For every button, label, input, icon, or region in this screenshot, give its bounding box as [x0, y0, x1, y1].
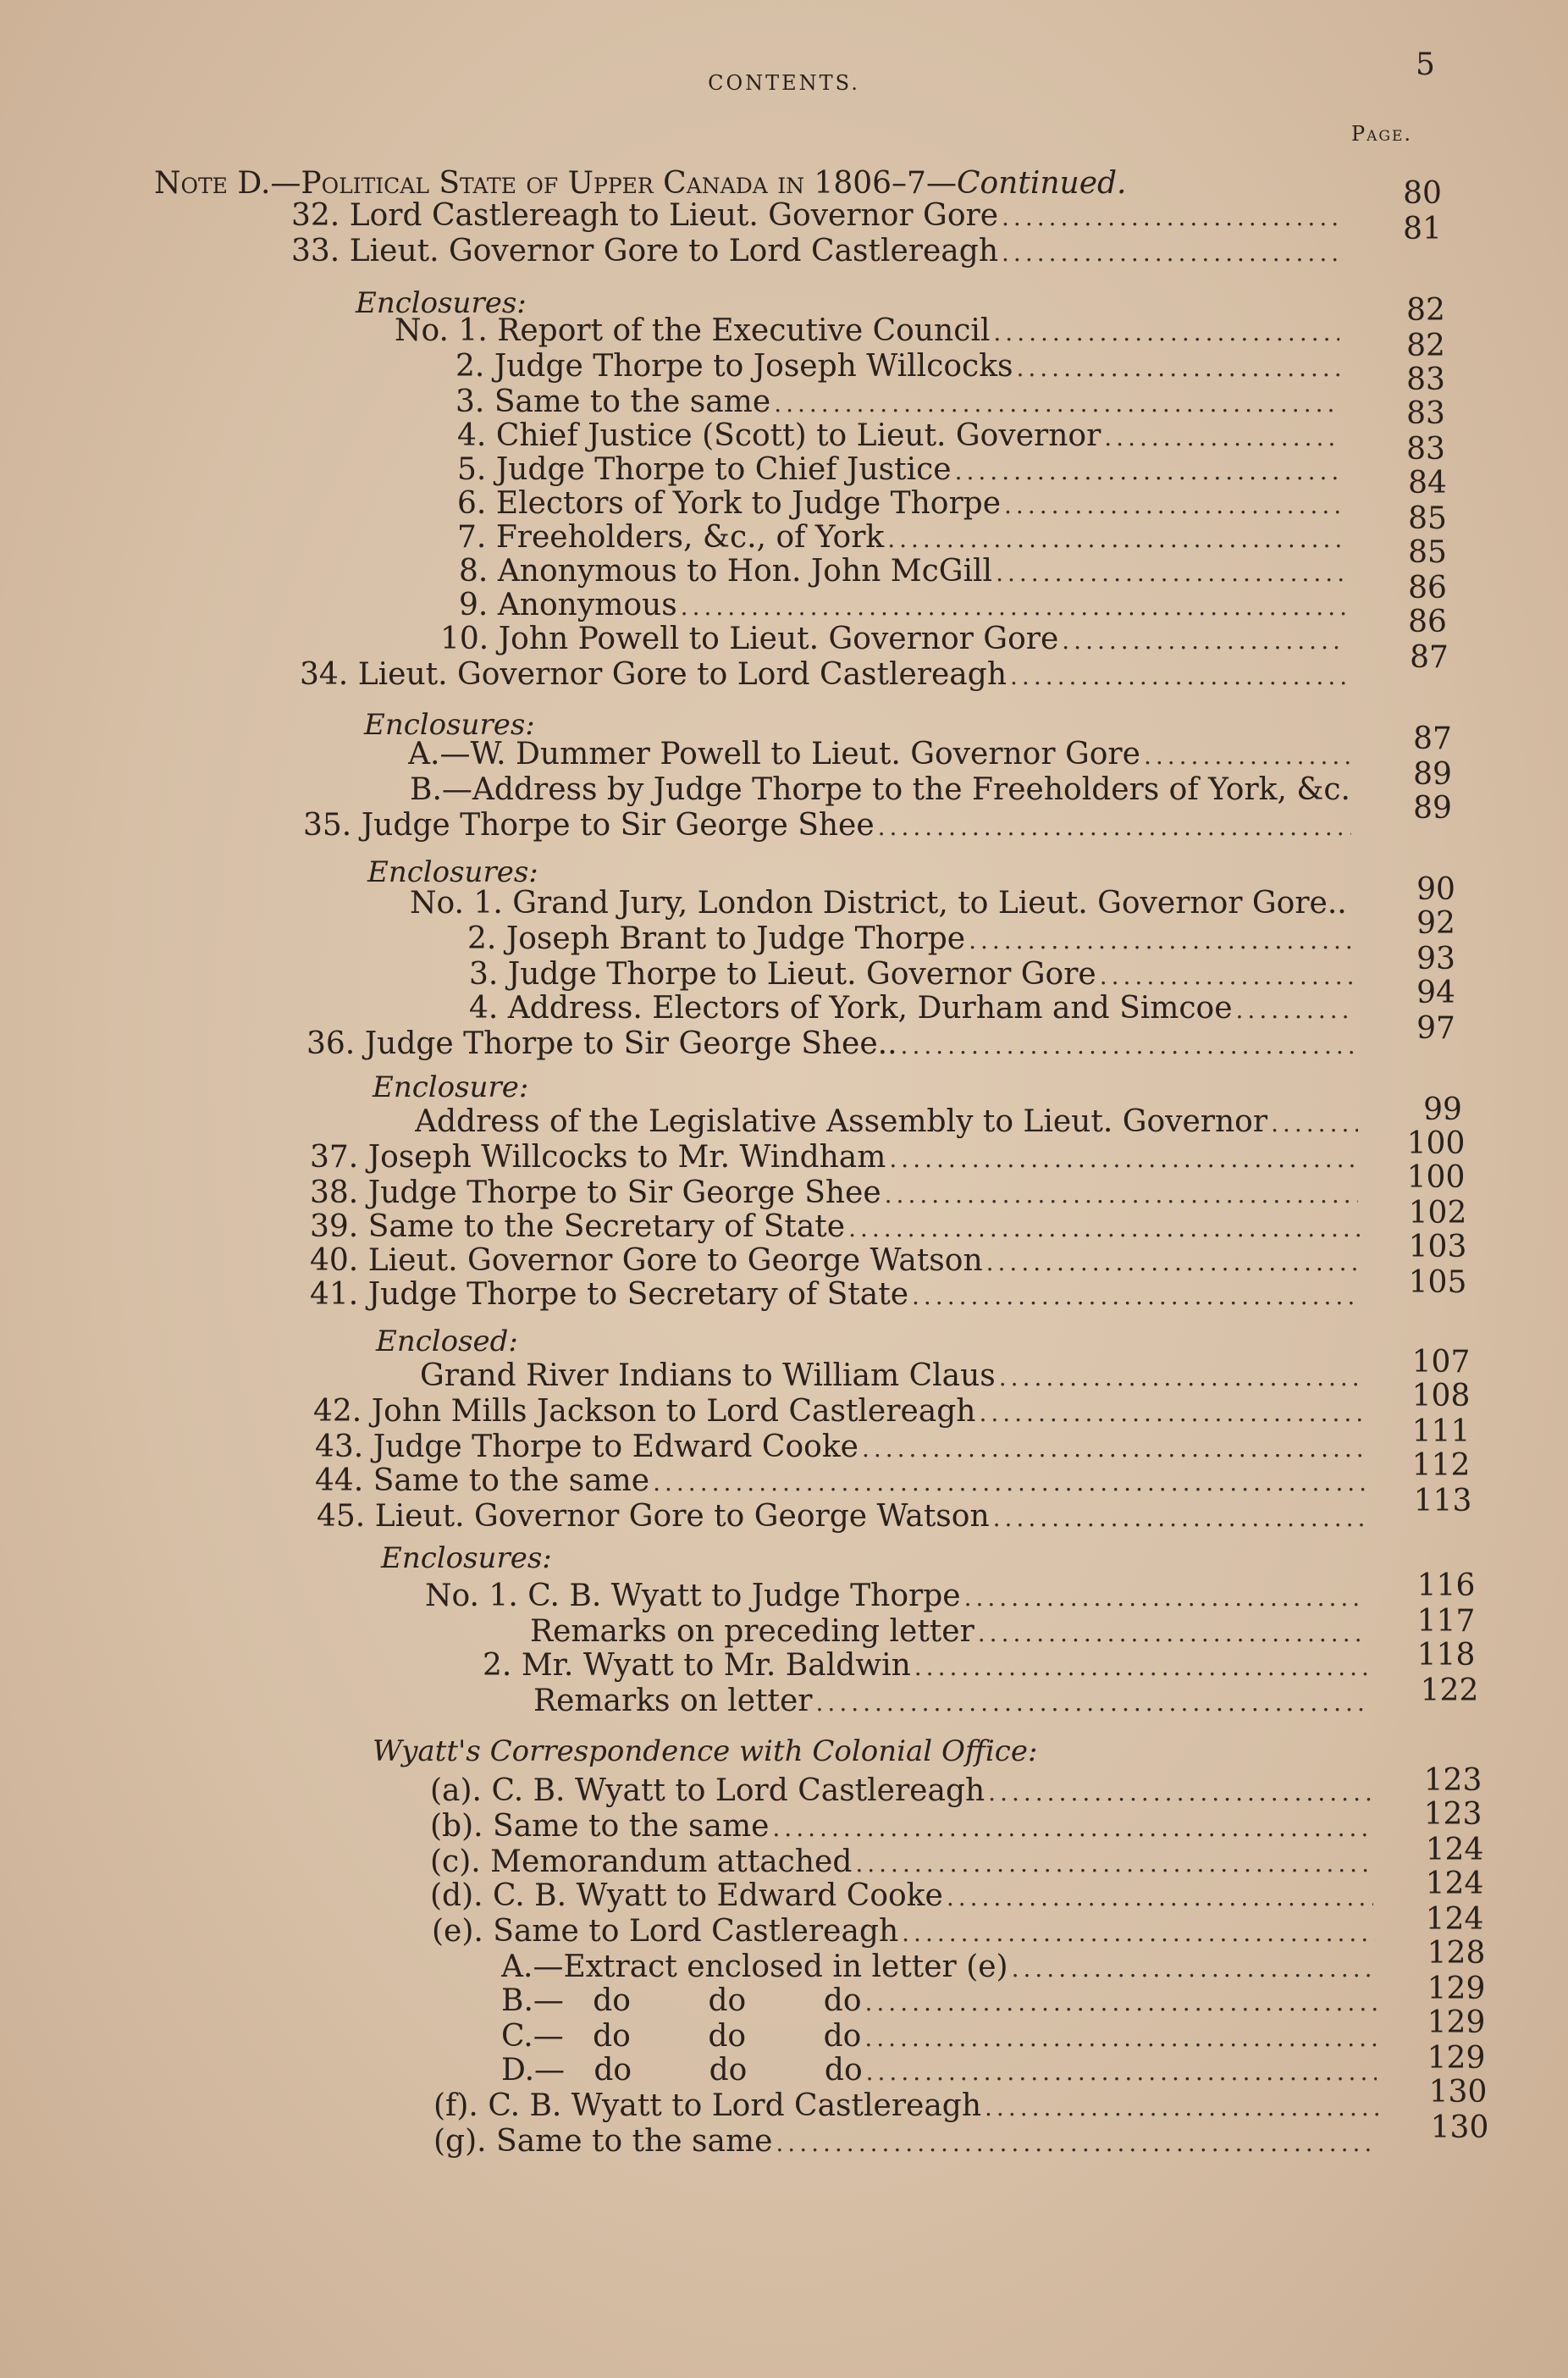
toc-entry [430, 1844, 1373, 1882]
page-ref: 85 [1408, 535, 1447, 570]
page-ref: 83 [1406, 396, 1445, 431]
entry-number: 32. [291, 198, 340, 233]
leader-dots [865, 1988, 1378, 2016]
toc-entry [306, 1026, 1355, 1064]
page-ref: 123 [1423, 1797, 1482, 1832]
leader-dots [653, 1468, 1365, 1496]
entry-number: (f). [433, 2088, 478, 2123]
entry-title: Same to the same [494, 384, 771, 419]
page-ref: 124 [1425, 1833, 1484, 1867]
page-ref: 128 [1427, 1936, 1486, 1971]
toc-entry [430, 1809, 1372, 1846]
heading-enclosed: Enclosed: [376, 1324, 518, 1358]
page-ref: 87 [1413, 722, 1452, 756]
toc-entry [420, 1358, 1361, 1396]
entry-title: Lieut. Governor Gore to Lord Castlereagh [357, 657, 1008, 692]
leader-dots [902, 1919, 1375, 1947]
leader-dots [878, 813, 1351, 841]
page-ref: 94 [1416, 976, 1455, 1010]
toc-entry [457, 486, 1343, 523]
page-ref: 84 [1408, 466, 1447, 500]
entry-number: 39. [310, 1209, 359, 1244]
leader-dots [993, 1504, 1366, 1532]
toc-entry [469, 991, 1355, 1028]
toc-entry [310, 1175, 1358, 1213]
entry-title: Joseph Willcocks to Mr. Windham [367, 1140, 886, 1175]
entry-number: 3. [469, 957, 499, 992]
page-ref: 93 [1416, 942, 1455, 976]
toc-entry [459, 588, 1346, 625]
entry-number: 10. [440, 622, 489, 656]
page-ref: 82 [1406, 293, 1445, 328]
page-ref: 97 [1416, 1011, 1455, 1046]
entry-number: 42. [313, 1394, 362, 1429]
toc-entry [457, 520, 1344, 557]
entry-title: Judge Thorpe to Sir George Shee.. [364, 1026, 897, 1061]
entry-title: Address by Judge Thorpe to the Freeholders of York, &c. [472, 772, 1350, 807]
toc-entry [410, 886, 1353, 923]
heading-enclosures: Enclosures: [364, 708, 535, 742]
entry-number: B.— [410, 772, 472, 807]
toc-entry [430, 1773, 1372, 1811]
entry-number: (a). [430, 1773, 482, 1808]
entry-number: 36. [306, 1026, 356, 1061]
leader-dots [993, 318, 1339, 346]
entry-number: 2. [455, 349, 485, 384]
toc-entry [291, 198, 1338, 235]
entry-title: Same to the same [496, 2124, 773, 2159]
entry-number: 5. [457, 452, 487, 487]
entry-number: 9. [459, 588, 489, 622]
leader-dots [969, 926, 1353, 954]
leader-dots [999, 1363, 1361, 1391]
page-ref: 85 [1408, 501, 1447, 536]
entry-title: Same to Lord Castlereagh [493, 1914, 899, 1949]
heading-enclosures: Enclosures: [356, 286, 527, 320]
entry-number: 41. [310, 1277, 359, 1312]
toc-entry [433, 2124, 1378, 2161]
toc-entry [457, 418, 1341, 456]
toc-entry [310, 1243, 1360, 1280]
leader-dots [1236, 996, 1355, 1024]
leader-dots [1004, 491, 1343, 519]
leader-dots [1144, 742, 1351, 770]
page-ref: 130 [1428, 2075, 1488, 2110]
toc-entry [432, 1914, 1375, 1951]
toc-entry [530, 1614, 1368, 1651]
page-ref: 129 [1427, 2041, 1486, 2076]
entry-title: Anonymous to Hon. John McGill [497, 554, 993, 589]
leader-dots [985, 2093, 1378, 2121]
entry-title: Electors of York to Judge Thorpe [495, 486, 1002, 521]
toc-entry [313, 1394, 1361, 1431]
leader-dots [1002, 239, 1338, 267]
leader-dots [774, 390, 1339, 418]
toc-entry [310, 1277, 1360, 1314]
toc-entry [303, 808, 1351, 845]
toc-entry [433, 2088, 1378, 2126]
page-header: CONTENTS. [708, 71, 860, 95]
leader-dots [772, 1814, 1372, 1842]
entry-title: Judge Thorpe to Lieut. Governor Gore [507, 957, 1096, 992]
entry-number: 3. [455, 384, 485, 419]
toc-entry [467, 921, 1353, 959]
entry-title: Lord Castlereagh to Lieut. Governor Gore [349, 198, 999, 233]
entry-number: 34. [300, 657, 349, 692]
entry-title: Lieut. Governor Gore to George Watson [374, 1499, 990, 1534]
page-number: 5 [1416, 47, 1435, 82]
entry-title: Anonymous [497, 588, 677, 622]
entry-number: C.— [501, 2019, 564, 2054]
entry-title: Judge Thorpe to Joseph Willcocks [494, 349, 1013, 384]
entry-title: C. B. Wyatt to Lord Castlereagh [491, 1773, 986, 1808]
page-ref: 103 [1408, 1230, 1467, 1264]
toc-entry [440, 622, 1346, 659]
heading-enclosure: Enclosure: [373, 1070, 529, 1104]
entry-title: Judge Thorpe to Secretary of State [367, 1277, 908, 1312]
toc-entry [425, 1579, 1366, 1616]
entry-title: Judge Thorpe to Sir George Shee [367, 1175, 881, 1210]
entry-number: (d). [430, 1878, 483, 1913]
entry-number: 8. [459, 554, 489, 589]
toc-entry [310, 1140, 1358, 1177]
page-ref: 113 [1413, 1484, 1472, 1518]
page-ref: 124 [1425, 1866, 1484, 1901]
page-ref: 86 [1408, 605, 1447, 639]
entry-title: Address. Electors of York, Durham and Simcoe [507, 991, 1233, 1026]
leader-dots [866, 2058, 1377, 2086]
entry-title: Report of the Executive Council [497, 313, 991, 348]
section-title-text: Note D.—Political State of Upper Canada in 1806–7— [154, 166, 957, 201]
leader-dots [901, 1031, 1355, 1059]
leader-dots [864, 2024, 1377, 2052]
toc-entry [415, 1104, 1358, 1142]
leader-dots [1012, 1955, 1377, 1983]
page-ref: 112 [1411, 1448, 1471, 1483]
entry-number: No. 1. [395, 313, 488, 348]
entry-title: John Mills Jackson to Lord Castlereagh [371, 1394, 976, 1429]
toc-entry [469, 957, 1355, 994]
leader-dots [1062, 627, 1346, 655]
entry-title: Same to the same [493, 1809, 770, 1844]
entry-title: C. B. Wyatt to Edward Cooke [493, 1878, 943, 1913]
page-ref: 83 [1406, 432, 1445, 467]
entry-number: 2. [483, 1648, 512, 1683]
entry-title: Grand Jury, London District, to Lieut. Governor Gore.. [512, 886, 1347, 921]
leader-dots [955, 457, 1343, 485]
entry-title: John Powell to Lieut. Governor Gore [498, 622, 1059, 656]
page-ref: 86 [1408, 571, 1447, 606]
heading-wyatt-correspondence: Wyatt's Correspondence with Colonial Office: [373, 1734, 1038, 1768]
leader-dots [816, 1689, 1370, 1717]
leader-dots [1016, 354, 1339, 382]
leader-dots [862, 1435, 1363, 1463]
entry-number: (e). [432, 1914, 483, 1949]
toc-entry [408, 737, 1351, 774]
toc-entry [317, 1499, 1366, 1536]
entry-number: (b). [430, 1809, 483, 1844]
page-ref: 118 [1416, 1638, 1476, 1673]
toc-entry [315, 1430, 1363, 1467]
entry-title: Lieut. Governor Gore to Lord Castlereagh [349, 234, 999, 268]
leader-dots [914, 1653, 1368, 1681]
entry-number: 45. [317, 1499, 366, 1534]
entry-number: A.— [408, 737, 471, 771]
page-ref: 100 [1406, 1126, 1466, 1161]
page-ref: 80 [1403, 176, 1442, 211]
heading-enclosures: Enclosures: [381, 1541, 552, 1575]
entry-number: 43. [315, 1430, 364, 1464]
entry-number: 7. [457, 520, 487, 555]
entry-title: Same to the Secretary of State [367, 1209, 846, 1244]
entry-title: Same to the same [373, 1463, 650, 1498]
entry-number: 35. [303, 808, 352, 843]
section-title [154, 166, 1127, 201]
entry-title: Chief Justice (Scott) to Lieut. Governor [495, 418, 1101, 453]
page-ref: 117 [1416, 1604, 1476, 1639]
page-ref: 89 [1413, 757, 1452, 792]
toc-entry [395, 313, 1339, 351]
entry-number: 4. [469, 991, 499, 1026]
page-ref: 122 [1420, 1673, 1479, 1708]
entry-number: 4. [457, 418, 487, 453]
leader-dots [885, 1181, 1358, 1208]
page-ref: 130 [1430, 2110, 1489, 2145]
entry-number: No. 1. [425, 1579, 518, 1613]
leader-dots [979, 1399, 1361, 1427]
entry-title: Judge Thorpe to Edward Cooke [373, 1430, 859, 1464]
entry-title: Judge Thorpe to Sir George Shee [361, 808, 875, 843]
leader-dots [1002, 203, 1338, 231]
entry-title: Mr. Wyatt to Mr. Baldwin [521, 1648, 911, 1683]
leader-dots [912, 1282, 1360, 1310]
page-column-label: Page. [1351, 122, 1413, 146]
page-ref: 87 [1410, 640, 1449, 675]
toc-entry [455, 384, 1339, 422]
section-continued: Continued. [956, 166, 1127, 201]
page-ref: 105 [1408, 1265, 1467, 1300]
entry-number: 37. [310, 1140, 359, 1175]
entry-number: A.— [501, 1949, 564, 1984]
entry-number: D.— [501, 2053, 566, 2088]
page-ref: 111 [1411, 1414, 1471, 1449]
toc-entry [430, 1878, 1373, 1916]
leader-dots [986, 1248, 1360, 1276]
entry-title: Extract enclosed in letter (e) [563, 1949, 1008, 1984]
entry-title: C. B. Wyatt to Judge Thorpe [527, 1579, 961, 1613]
toc-entry [457, 452, 1343, 489]
page-ref: 100 [1406, 1160, 1466, 1195]
entry-number: 6. [457, 486, 487, 521]
page-ref: 129 [1427, 2005, 1486, 2040]
page-ref: 108 [1411, 1379, 1471, 1413]
entry-title: Grand River Indians to William Claus [420, 1358, 996, 1393]
entry-number: No. 1. [410, 886, 503, 921]
toc-entry [501, 1983, 1377, 2021]
page-ref: 90 [1416, 872, 1455, 907]
toc-entry [455, 349, 1339, 386]
toc-entry [410, 772, 1351, 810]
page-ref: 82 [1406, 329, 1445, 363]
entry-title: Address of the Legislative Assembly to Lieut. Governor [415, 1104, 1268, 1139]
heading-enclosures: Enclosures: [367, 855, 538, 889]
entry-title: Joseph Brant to Judge Thorpe [505, 921, 966, 956]
leader-dots [1100, 962, 1355, 990]
entry-title: W. Dummer Powell to Lieut. Governor Gore [470, 737, 1140, 771]
page-ref: 92 [1416, 906, 1455, 941]
toc-entry [501, 2053, 1377, 2090]
toc-entry [310, 1209, 1360, 1247]
entry-title: C. B. Wyatt to Lord Castlereagh [488, 2088, 982, 2123]
entry-title: do do do [593, 1983, 862, 2018]
toc-entry [315, 1463, 1365, 1501]
leader-dots [988, 1778, 1372, 1806]
entry-title: Memorandum attached [490, 1844, 853, 1879]
entry-title: Remarks on letter [533, 1684, 813, 1718]
leader-dots [1010, 662, 1348, 690]
leader-dots [681, 593, 1346, 621]
page-ref: 129 [1427, 1972, 1486, 2006]
entry-number: 38. [310, 1175, 359, 1210]
toc-entry [501, 2019, 1377, 2056]
leader-dots [887, 525, 1344, 553]
entry-title: Judge Thorpe to Chief Justice [495, 452, 952, 487]
leader-dots [947, 1883, 1373, 1911]
toc-entry [483, 1648, 1368, 1685]
entry-title: do do do [593, 2019, 862, 2054]
entry-title: Lieut. Governor Gore to George Watson [367, 1243, 983, 1278]
entry-number: (g). [433, 2124, 487, 2159]
page-ref: 107 [1411, 1345, 1471, 1380]
leader-dots [776, 2129, 1378, 2157]
entry-number: 40. [310, 1243, 359, 1278]
page-ref: 89 [1413, 791, 1452, 826]
entry-number: 33. [291, 234, 340, 268]
page-ref: 124 [1425, 1902, 1484, 1937]
entry-title: Remarks on preceding letter [530, 1614, 974, 1649]
entry-number: (c). [430, 1844, 481, 1879]
leader-dots [964, 1584, 1366, 1612]
page-ref: 83 [1406, 362, 1445, 397]
leader-dots [1271, 1109, 1358, 1137]
leader-dots [889, 1145, 1358, 1173]
toc-entry [291, 234, 1338, 271]
toc-entry [459, 554, 1344, 591]
entry-title: Freeholders, &c., of York [495, 520, 885, 555]
leader-dots [996, 559, 1344, 587]
leader-dots [855, 1850, 1373, 1878]
page-ref: 123 [1423, 1763, 1482, 1798]
page-ref: 116 [1416, 1568, 1476, 1603]
entry-title: do do do [594, 2053, 863, 2088]
page-ref: 81 [1403, 212, 1442, 246]
entry-number: 44. [315, 1463, 364, 1498]
leader-dots [1104, 423, 1341, 451]
leader-dots [978, 1619, 1368, 1647]
entry-number: B.— [501, 1983, 564, 2018]
toc-entry [501, 1949, 1377, 1987]
entry-number: 2. [467, 921, 497, 956]
page-ref: 102 [1408, 1196, 1467, 1230]
toc-entry [533, 1684, 1370, 1721]
page-ref: 99 [1423, 1092, 1462, 1127]
toc-entry [300, 657, 1348, 694]
leader-dots [848, 1214, 1360, 1242]
